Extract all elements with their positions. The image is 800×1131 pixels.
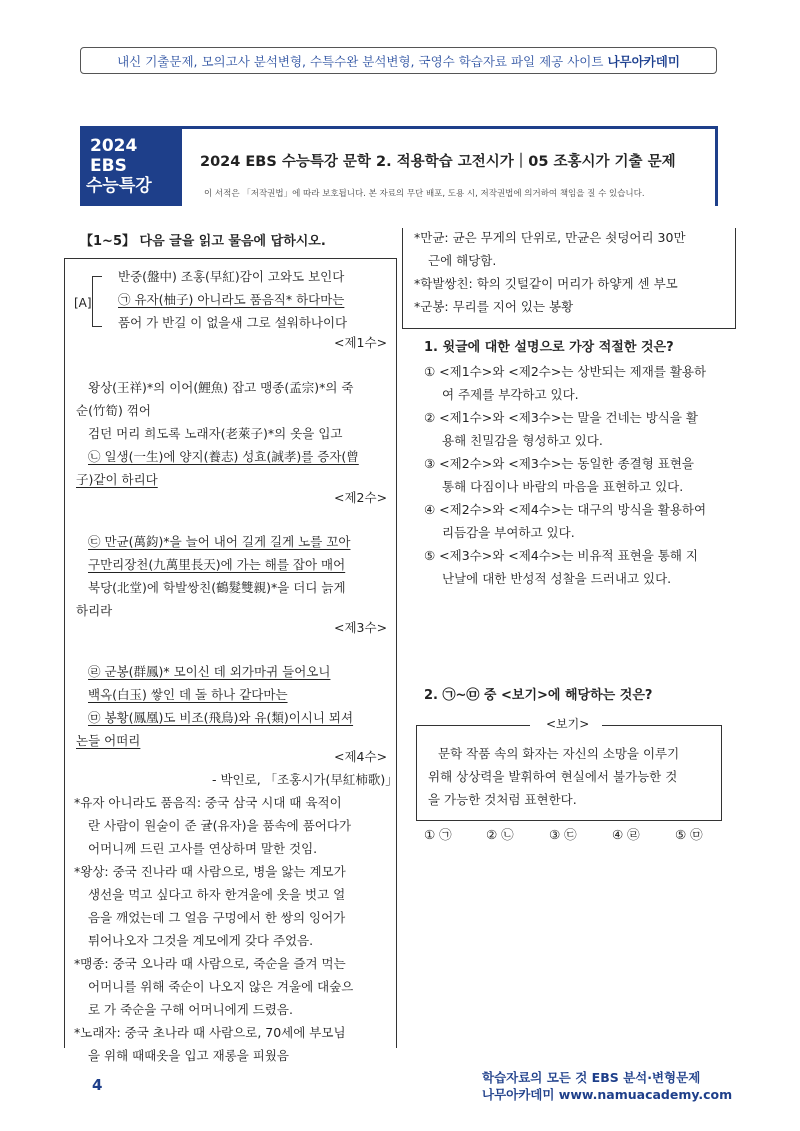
option-3-cont: 통해 다짐이나 바람의 마음을 표현하고 있다.: [442, 479, 684, 494]
gloss-line: *만균: 균은 무게의 단위로, 만균은 쇳덩어리 30만: [414, 230, 686, 245]
copyright-note: 이 서적은 「저작권법」에 따라 보호됩니다. 본 자료의 무단 배포, 도용 시, 저작권법에 의거하여 책임을 질 수 있습니다.: [204, 189, 645, 199]
footer-slogan: 학습자료의 모든 것 EBS 분석·변형문제: [482, 1070, 701, 1085]
question-1-title: 1. 윗글에 대한 설명으로 가장 적절한 것은?: [424, 340, 674, 355]
bogi-rule-left: [416, 725, 530, 726]
poem-line: 하리라: [76, 603, 113, 618]
right-gloss-list: [414, 226, 686, 318]
page-number: 4: [92, 1076, 103, 1094]
bracket-a: [92, 276, 101, 326]
poem-line: ㉣ 군봉(群鳳)* 모이신 데 외가마귀 들어오니: [88, 664, 331, 679]
instruction: 【1~5】 다음 글을 읽고 물음에 답하시오.: [80, 234, 326, 249]
gloss-line: 근에 해당함.: [428, 253, 497, 268]
stanza-tag: <제3수>: [334, 620, 388, 635]
gloss-line: 어머니께 드린 고사를 연상하며 말한 것임.: [88, 841, 318, 856]
gloss-line: 어머니를 위해 죽순이 나오지 않은 겨울에 대숲으: [88, 979, 354, 994]
gloss-line: 로 가 죽순을 구해 어머니에게 드렸음.: [88, 1002, 293, 1017]
banner-text: 내신 기출문제, 모의고사 분석변형, 수특수완 분석변형, 국영수 학습자료 파일 제공 사이트: [117, 54, 608, 69]
poem-line: 백옥(白玉) 쌓인 데 돌 하나 같다마는: [88, 687, 288, 702]
poem-line: ㉡ 일생(一生)에 양지(養志) 성효(誠孝)를 증자(曾: [88, 449, 359, 464]
question-2-title: 2. ㉠~㉤ 중 <보기>에 해당하는 것은?: [424, 688, 653, 703]
answer-5[interactable]: ⑤ ㉤: [675, 827, 703, 842]
gloss-line: 음을 깨었는데 그 얼음 구멍에서 한 쌍의 잉어가: [88, 910, 346, 925]
gloss-line: 튀어나오자 그것을 계모에게 갖다 주었음.: [88, 933, 314, 948]
top-banner: [80, 47, 717, 74]
gloss-line: 란 사람이 원술이 준 귤(유자)을 품속에 품어다가: [88, 818, 352, 833]
tag-year: 2024: [90, 136, 138, 156]
poem-line: 검던 머리 희도록 노래자(老萊子)*의 옷을 입고: [88, 426, 343, 441]
bogi-line: 위해 상상력을 발휘하여 현실에서 불가능한 것: [428, 769, 678, 784]
poem-line: ㉠ 유자(柚子) 아니라도 품음직* 하다마는: [118, 292, 345, 307]
poem-line: 북당(北堂)에 학발쌍친(鶴髮雙親)*을 더디 늙게: [88, 580, 346, 595]
answer-1[interactable]: ① ㉠: [424, 827, 452, 842]
poem-line: ㉤ 봉황(鳳凰)도 비조(飛鳥)와 유(類)이시니 뫼셔: [88, 710, 354, 725]
bogi-line: 문학 작품 속의 화자는 자신의 소망을 이루기: [438, 746, 680, 761]
stanza-tag: <제4수>: [334, 749, 388, 764]
option-2-cont: 용해 친밀감을 형성하고 있다.: [442, 433, 603, 448]
header-tag: [80, 126, 182, 206]
banner-brand: 나무아카데미: [607, 54, 680, 69]
gloss-line: 생선을 먹고 싶다고 하자 한겨울에 옷을 벗고 얼: [88, 887, 346, 902]
poem-line: 왕상(王祥)*의 이어(鯉魚) 잡고 맹종(孟宗)*의 죽: [88, 380, 354, 395]
poem-line: ㉢ 만균(萬鈞)*을 늘어 내어 길게 길게 노를 꼬아: [88, 534, 351, 549]
gloss-line: *노래자: 중국 초나라 때 사람으로, 70세에 부모님: [74, 1025, 346, 1040]
tag-book: 수능특강: [86, 176, 152, 196]
tag-ebs: EBS: [90, 156, 127, 176]
bogi-label: <보기>: [546, 717, 590, 731]
gloss-line: *군봉: 무리를 지어 있는 봉황: [414, 299, 574, 314]
question-1-options: [424, 360, 706, 590]
poem-line: 논들 어떠리: [76, 733, 141, 748]
page-title: 2024 EBS 수능특강 문학 2. 적용학습 고전시가｜05 조홍시가 기출 문제: [200, 154, 676, 170]
poem-line: 품어 가 반길 이 없을새 그로 설워하나이다: [118, 315, 348, 330]
option-4[interactable]: ④ <제2수>와 <제4수>는 대구의 방식을 활용하여: [424, 502, 707, 517]
option-5-cont: 난날에 대한 반성적 성찰을 드러내고 있다.: [442, 571, 672, 586]
poem-source: - 박인로, 「조홍시가(早紅柿歌)」: [212, 772, 398, 787]
answer-2[interactable]: ② ㉡: [486, 827, 514, 842]
option-1-cont: 여 주제를 부각하고 있다.: [442, 387, 579, 402]
bracket-top: [92, 276, 102, 277]
bogi-rule-right: [602, 725, 722, 726]
bracket-bottom: [92, 326, 102, 327]
gloss-line: 을 위해 때때옷을 입고 재롱을 피웠음: [88, 1048, 289, 1063]
answer-3[interactable]: ③ ㉢: [549, 827, 577, 842]
footer-site[interactable]: 나무아카데미 www.namuacademy.com: [482, 1087, 733, 1102]
stanza-tag: <제2수>: [334, 490, 388, 505]
option-5[interactable]: ⑤ <제3수>와 <제4수>는 비유적 표현을 통해 지: [424, 548, 698, 563]
gloss-line: *학발쌍친: 학의 깃털같이 머리가 하얗게 센 부모: [414, 276, 678, 291]
poem-line: 子)같이 하리다: [76, 472, 158, 487]
answer-4[interactable]: ④ ㉣: [612, 827, 640, 842]
stanza-tag: <제1수>: [334, 335, 388, 350]
gloss-list: [74, 791, 353, 1067]
gloss-line: *왕상: 중국 진나라 때 사람으로, 병을 앓는 계모가: [74, 864, 346, 879]
gloss-line: *유자 아니라도 품음직: 중국 삼국 시대 때 육적이: [74, 795, 342, 810]
poem-line: 구만리장천(九萬里長天)에 가는 해를 잡아 매어: [88, 557, 346, 572]
gloss-line: *맹종: 중국 오나라 때 사람으로, 죽순을 즐겨 먹는: [74, 956, 346, 971]
poem-line: 순(竹筍) 꺾어: [76, 403, 151, 418]
option-2[interactable]: ② <제1수>와 <제3수>는 말을 건네는 방식을 활: [424, 410, 698, 425]
option-1[interactable]: ① <제1수>와 <제2수>는 상반되는 제재를 활용하: [424, 364, 707, 379]
bogi-text: [428, 742, 679, 811]
label-a: [A]: [74, 296, 92, 310]
option-4-cont: 리듬감을 부여하고 있다.: [442, 525, 575, 540]
option-3[interactable]: ③ <제2수>와 <제3수>는 동일한 종결형 표현을: [424, 456, 694, 471]
bogi-line: 을 가능한 것처럼 표현한다.: [428, 792, 577, 807]
poem-line: 반중(盤中) 조홍(早紅)감이 고와도 보인다: [118, 269, 345, 284]
